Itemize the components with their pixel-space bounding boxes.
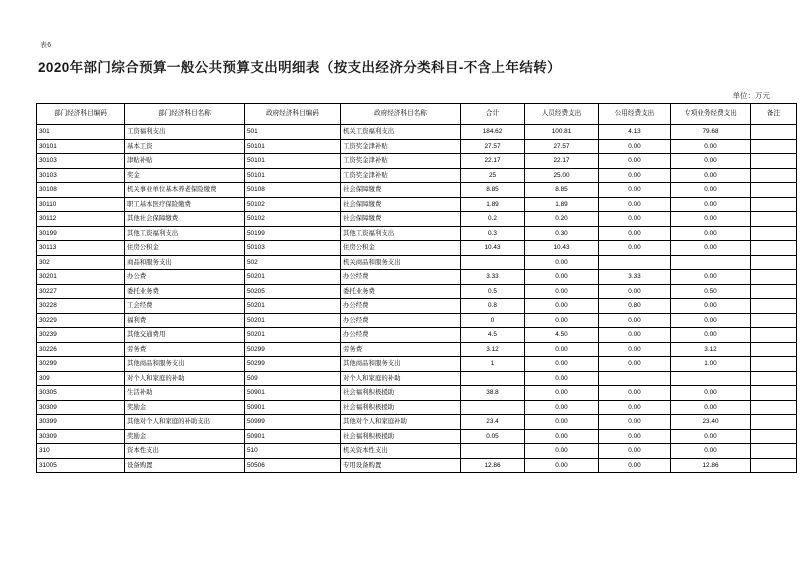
cell-personnel: 0.00 <box>525 284 599 299</box>
table-row <box>37 226 797 241</box>
cell-special: 12.86 <box>671 458 751 473</box>
cell-personnel: 0.00 <box>525 444 599 459</box>
cell-total: 8.85 <box>461 183 525 198</box>
cell-dept-name: 设备购置 <box>125 458 245 473</box>
cell-special <box>671 371 751 386</box>
cell-gov-code: 50102 <box>245 212 341 227</box>
cell-remark <box>751 444 797 459</box>
table-row <box>37 371 797 386</box>
cell-dept-name: 职工基本医疗保险缴费 <box>125 197 245 212</box>
cell-gov-name: 办公经费 <box>341 328 461 343</box>
cell-dept-name: 奖金 <box>125 168 245 183</box>
cell-gov-code: 50201 <box>245 313 341 328</box>
cell-gov-code: 50901 <box>245 400 341 415</box>
cell-gov-name: 社会保障缴费 <box>341 212 461 227</box>
cell-remark <box>751 154 797 169</box>
cell-dept-code: 30112 <box>37 212 125 227</box>
cell-dept-name: 其他工资福利支出 <box>125 226 245 241</box>
column-header-remark: 备注 <box>751 104 797 125</box>
table-row <box>37 429 797 444</box>
cell-dept-name: 工资福利支出 <box>125 125 245 140</box>
cell-gov-name: 社会保障缴费 <box>341 197 461 212</box>
cell-total: 22.17 <box>461 154 525 169</box>
cell-special: 0.00 <box>671 386 751 401</box>
cell-remark <box>751 458 797 473</box>
cell-total <box>461 400 525 415</box>
cell-gov-name: 机关资本性支出 <box>341 444 461 459</box>
cell-total: 38.8 <box>461 386 525 401</box>
cell-special: 0.00 <box>671 241 751 256</box>
cell-remark <box>751 400 797 415</box>
cell-personnel: 8.85 <box>525 183 599 198</box>
cell-special: 23.40 <box>671 415 751 430</box>
cell-gov-name: 社会福利积极援助 <box>341 400 461 415</box>
cell-personnel: 0.20 <box>525 212 599 227</box>
cell-dept-name: 委托业务费 <box>125 284 245 299</box>
cell-gov-code: 50201 <box>245 270 341 285</box>
cell-personnel: 0.00 <box>525 357 599 372</box>
cell-personnel: 10.43 <box>525 241 599 256</box>
cell-gov-code: 50901 <box>245 386 341 401</box>
cell-public: 0.00 <box>599 241 671 256</box>
cell-total: 0.3 <box>461 226 525 241</box>
cell-public: 0.00 <box>599 226 671 241</box>
cell-gov-code: 50901 <box>245 429 341 444</box>
cell-personnel: 0.00 <box>525 429 599 444</box>
cell-dept-name: 商品和服务支出 <box>125 255 245 270</box>
cell-gov-name: 其他工资福利支出 <box>341 226 461 241</box>
cell-dept-code: 30229 <box>37 313 125 328</box>
cell-gov-name: 机关商品和服务支出 <box>341 255 461 270</box>
cell-gov-code: 50299 <box>245 357 341 372</box>
cell-special: 0.00 <box>671 313 751 328</box>
cell-gov-name: 社会福利积极援助 <box>341 429 461 444</box>
cell-gov-name: 工资奖金津补贴 <box>341 154 461 169</box>
cell-special: 0.00 <box>671 226 751 241</box>
cell-public <box>599 371 671 386</box>
cell-remark <box>751 183 797 198</box>
cell-personnel: 27.57 <box>525 139 599 154</box>
cell-gov-code: 50101 <box>245 154 341 169</box>
cell-gov-name: 对个人和家庭的补助 <box>341 371 461 386</box>
cell-total: 10.43 <box>461 241 525 256</box>
column-header-special: 专项业务经费支出 <box>671 104 751 125</box>
table-row <box>37 458 797 473</box>
cell-remark <box>751 212 797 227</box>
cell-remark <box>751 386 797 401</box>
cell-gov-code: 50299 <box>245 342 341 357</box>
cell-remark <box>751 357 797 372</box>
cell-public: 0.00 <box>599 284 671 299</box>
cell-dept-code: 30110 <box>37 197 125 212</box>
cell-dept-name: 其他交通费用 <box>125 328 245 343</box>
cell-remark <box>751 299 797 314</box>
cell-dept-code: 30299 <box>37 357 125 372</box>
cell-gov-name: 其他商品和服务支出 <box>341 357 461 372</box>
cell-special: 0.00 <box>671 197 751 212</box>
table-row <box>37 386 797 401</box>
cell-gov-code: 501 <box>245 125 341 140</box>
cell-personnel: 1.89 <box>525 197 599 212</box>
cell-public <box>599 255 671 270</box>
table-header-row <box>37 104 797 125</box>
cell-gov-name: 机关工资福利支出 <box>341 125 461 140</box>
cell-gov-name: 委托业务费 <box>341 284 461 299</box>
cell-personnel: 0.00 <box>525 299 599 314</box>
cell-special: 0.00 <box>671 429 751 444</box>
cell-total: 0.8 <box>461 299 525 314</box>
cell-dept-name: 福利费 <box>125 313 245 328</box>
unit-note: 单位：万元 <box>732 91 770 100</box>
table-row <box>37 342 797 357</box>
cell-dept-code: 30305 <box>37 386 125 401</box>
cell-personnel: 4.50 <box>525 328 599 343</box>
cell-special: 0.00 <box>671 328 751 343</box>
cell-gov-code: 50201 <box>245 299 341 314</box>
cell-special: 0.00 <box>671 168 751 183</box>
cell-gov-code: 50999 <box>245 415 341 430</box>
table-row <box>37 328 797 343</box>
cell-remark <box>751 328 797 343</box>
cell-dept-name: 奖励金 <box>125 400 245 415</box>
cell-gov-code: 50108 <box>245 183 341 198</box>
cell-special: 0.50 <box>671 284 751 299</box>
table-row <box>37 241 797 256</box>
cell-personnel: 25.00 <box>525 168 599 183</box>
cell-gov-name: 办公经费 <box>341 299 461 314</box>
cell-dept-code: 30103 <box>37 154 125 169</box>
cell-dept-code: 310 <box>37 444 125 459</box>
table-row <box>37 313 797 328</box>
cell-gov-name: 办公经费 <box>341 313 461 328</box>
cell-gov-code: 50103 <box>245 241 341 256</box>
cell-total: 1 <box>461 357 525 372</box>
cell-gov-code: 509 <box>245 371 341 386</box>
table-body <box>37 125 797 473</box>
cell-dept-code: 30201 <box>37 270 125 285</box>
cell-special: 3.12 <box>671 342 751 357</box>
cell-gov-code: 50506 <box>245 458 341 473</box>
column-header-dept-name: 部门经济科目名称 <box>125 104 245 125</box>
cell-total: 23.4 <box>461 415 525 430</box>
table-row <box>37 183 797 198</box>
cell-public: 0.00 <box>599 212 671 227</box>
sheet-number: 表6 <box>40 42 52 49</box>
cell-remark <box>751 270 797 285</box>
cell-dept-name: 办公费 <box>125 270 245 285</box>
cell-dept-code: 302 <box>37 255 125 270</box>
cell-personnel: 0.00 <box>525 458 599 473</box>
cell-dept-name: 基本工资 <box>125 139 245 154</box>
table-row <box>37 270 797 285</box>
cell-remark <box>751 125 797 140</box>
cell-dept-code: 30113 <box>37 241 125 256</box>
cell-public: 0.00 <box>599 429 671 444</box>
cell-public: 0.00 <box>599 168 671 183</box>
cell-dept-name: 对个人和家庭的补助 <box>125 371 245 386</box>
cell-dept-code: 30103 <box>37 168 125 183</box>
cell-special <box>671 255 751 270</box>
table-row <box>37 255 797 270</box>
cell-total: 184.62 <box>461 125 525 140</box>
cell-remark <box>751 139 797 154</box>
table-header <box>37 104 797 125</box>
column-header-gov-name: 政府经济科目名称 <box>341 104 461 125</box>
cell-dept-code: 30309 <box>37 400 125 415</box>
cell-special: 0.00 <box>671 299 751 314</box>
cell-remark <box>751 429 797 444</box>
cell-gov-code: 510 <box>245 444 341 459</box>
cell-dept-name: 机关事业单位基本养老保险缴费 <box>125 183 245 198</box>
table-row <box>37 299 797 314</box>
cell-gov-code: 50101 <box>245 139 341 154</box>
cell-remark <box>751 284 797 299</box>
cell-total <box>461 371 525 386</box>
cell-dept-name: 津贴补贴 <box>125 154 245 169</box>
cell-remark <box>751 371 797 386</box>
cell-dept-name: 资本性支出 <box>125 444 245 459</box>
cell-gov-name: 办公经费 <box>341 270 461 285</box>
cell-remark <box>751 241 797 256</box>
column-header-dept-code: 部门经济科目编码 <box>37 104 125 125</box>
cell-total: 25 <box>461 168 525 183</box>
cell-special: 1.00 <box>671 357 751 372</box>
cell-gov-code: 502 <box>245 255 341 270</box>
cell-dept-name: 住房公积金 <box>125 241 245 256</box>
column-header-gov-code: 政府经济科目编码 <box>245 104 341 125</box>
cell-total: 12.86 <box>461 458 525 473</box>
cell-total: 0.2 <box>461 212 525 227</box>
cell-personnel: 0.00 <box>525 313 599 328</box>
cell-total <box>461 255 525 270</box>
cell-gov-code: 50101 <box>245 168 341 183</box>
cell-public: 0.00 <box>599 415 671 430</box>
cell-gov-code: 50102 <box>245 197 341 212</box>
column-header-public: 公用经费支出 <box>599 104 671 125</box>
cell-personnel: 0.00 <box>525 415 599 430</box>
cell-public: 0.00 <box>599 444 671 459</box>
table-row <box>37 444 797 459</box>
cell-personnel: 0.00 <box>525 255 599 270</box>
table-row <box>37 284 797 299</box>
cell-dept-code: 30226 <box>37 342 125 357</box>
column-header-total: 合计 <box>461 104 525 125</box>
table-row <box>37 197 797 212</box>
cell-remark <box>751 168 797 183</box>
cell-dept-code: 30101 <box>37 139 125 154</box>
cell-gov-name: 社会保障缴费 <box>341 183 461 198</box>
cell-dept-code: 30309 <box>37 429 125 444</box>
cell-public: 0.00 <box>599 139 671 154</box>
cell-special: 0.00 <box>671 270 751 285</box>
cell-personnel: 0.00 <box>525 400 599 415</box>
cell-dept-code: 30239 <box>37 328 125 343</box>
cell-total: 27.57 <box>461 139 525 154</box>
cell-gov-name: 工资奖金津补贴 <box>341 168 461 183</box>
cell-dept-code: 31005 <box>37 458 125 473</box>
table-row <box>37 125 797 140</box>
cell-total: 0.05 <box>461 429 525 444</box>
cell-public: 0.00 <box>599 313 671 328</box>
cell-total: 4.5 <box>461 328 525 343</box>
table-row <box>37 154 797 169</box>
cell-remark <box>751 415 797 430</box>
cell-special: 0.00 <box>671 183 751 198</box>
cell-public: 0.00 <box>599 400 671 415</box>
cell-personnel: 100.81 <box>525 125 599 140</box>
table-row <box>37 168 797 183</box>
cell-total: 0.5 <box>461 284 525 299</box>
cell-public: 0.00 <box>599 357 671 372</box>
cell-total: 3.12 <box>461 342 525 357</box>
cell-remark <box>751 197 797 212</box>
cell-gov-name: 工资奖金津补贴 <box>341 139 461 154</box>
cell-gov-code: 50205 <box>245 284 341 299</box>
cell-gov-name: 其他对个人和家庭补助 <box>341 415 461 430</box>
table-row <box>37 139 797 154</box>
cell-dept-name: 奖励金 <box>125 429 245 444</box>
cell-dept-code: 301 <box>37 125 125 140</box>
cell-total: 0 <box>461 313 525 328</box>
cell-public: 0.00 <box>599 328 671 343</box>
column-header-personnel: 人员经费支出 <box>525 104 599 125</box>
cell-gov-name: 劳务费 <box>341 342 461 357</box>
cell-remark <box>751 313 797 328</box>
cell-public: 0.00 <box>599 197 671 212</box>
cell-dept-code: 309 <box>37 371 125 386</box>
cell-gov-name: 住房公积金 <box>341 241 461 256</box>
cell-public: 0.00 <box>599 154 671 169</box>
cell-dept-name: 生活补助 <box>125 386 245 401</box>
cell-dept-name: 其他对个人和家庭的补助支出 <box>125 415 245 430</box>
cell-personnel: 0.00 <box>525 386 599 401</box>
cell-personnel: 0.30 <box>525 226 599 241</box>
cell-special: 0.00 <box>671 400 751 415</box>
cell-remark <box>751 255 797 270</box>
cell-gov-code: 50201 <box>245 328 341 343</box>
cell-public: 0.00 <box>599 458 671 473</box>
table-row <box>37 357 797 372</box>
table-row <box>37 212 797 227</box>
cell-personnel: 0.00 <box>525 270 599 285</box>
cell-dept-code: 30199 <box>37 226 125 241</box>
table-row <box>37 400 797 415</box>
cell-special: 0.00 <box>671 154 751 169</box>
cell-public: 0.00 <box>599 342 671 357</box>
cell-dept-code: 30227 <box>37 284 125 299</box>
page-title: 2020年部门综合预算一般公共预算支出明细表（按支出经济分类科目-不含上年结转） <box>38 60 562 75</box>
cell-personnel: 0.00 <box>525 342 599 357</box>
cell-dept-name: 工会经费 <box>125 299 245 314</box>
cell-dept-code: 30108 <box>37 183 125 198</box>
cell-dept-name: 劳务费 <box>125 342 245 357</box>
cell-special: 0.00 <box>671 444 751 459</box>
cell-total: 3.33 <box>461 270 525 285</box>
cell-public: 4.13 <box>599 125 671 140</box>
cell-dept-code: 30228 <box>37 299 125 314</box>
cell-dept-code: 30399 <box>37 415 125 430</box>
cell-special: 0.00 <box>671 212 751 227</box>
cell-personnel: 22.17 <box>525 154 599 169</box>
budget-table <box>36 103 797 473</box>
cell-remark <box>751 226 797 241</box>
cell-dept-name: 其他社会保障缴费 <box>125 212 245 227</box>
cell-public: 0.00 <box>599 183 671 198</box>
cell-total: 1.89 <box>461 197 525 212</box>
table-row <box>37 415 797 430</box>
cell-gov-name: 专用设备购置 <box>341 458 461 473</box>
cell-dept-name: 其他商品和服务支出 <box>125 357 245 372</box>
cell-public: 0.80 <box>599 299 671 314</box>
cell-personnel: 0.00 <box>525 371 599 386</box>
cell-special: 0.00 <box>671 139 751 154</box>
cell-total <box>461 444 525 459</box>
cell-special: 79.68 <box>671 125 751 140</box>
cell-gov-code: 50199 <box>245 226 341 241</box>
cell-gov-name: 社会福利积极援助 <box>341 386 461 401</box>
cell-public: 0.00 <box>599 386 671 401</box>
cell-public: 3.33 <box>599 270 671 285</box>
cell-remark <box>751 342 797 357</box>
